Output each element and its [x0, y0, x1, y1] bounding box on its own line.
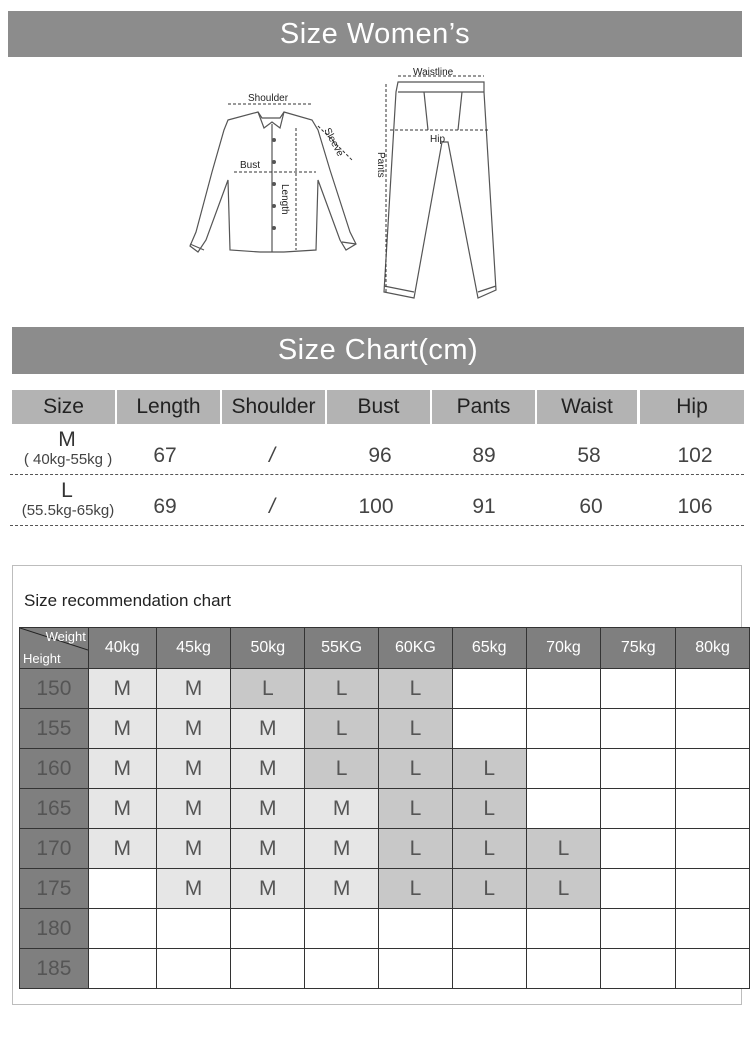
- sleeve-label: Sleeve: [321, 126, 346, 159]
- size-cell: [601, 829, 676, 869]
- header-waist: Waist: [537, 390, 637, 424]
- size-cell: L: [305, 669, 379, 709]
- grid-row: [20, 669, 750, 709]
- size-cell: M: [88, 789, 156, 829]
- size-cell: L: [379, 749, 453, 789]
- size-cell: [676, 829, 750, 869]
- weight-header: 55KG: [305, 628, 379, 669]
- size-m: M: [58, 428, 76, 451]
- size-cell: M: [231, 829, 305, 869]
- size-cell: M: [88, 669, 156, 709]
- size-cell: [676, 909, 750, 949]
- l-length: 69: [153, 495, 177, 518]
- m-shoulder: /: [269, 444, 275, 467]
- size-cell: M: [156, 669, 231, 709]
- grid-row: [20, 749, 750, 789]
- size-cell: [88, 949, 156, 989]
- height-header: 175: [20, 869, 89, 909]
- size-cell: [526, 749, 601, 789]
- size-cell: [601, 869, 676, 909]
- size-l: L: [61, 479, 73, 502]
- grid-row: [20, 789, 750, 829]
- size-chart-banner: Size Chart(cm): [12, 327, 744, 374]
- size-cell: L: [379, 669, 453, 709]
- size-cell: [676, 669, 750, 709]
- size-cell: [601, 749, 676, 789]
- size-cell: M: [156, 709, 231, 749]
- size-cell: [231, 949, 305, 989]
- grid-corner: [20, 628, 89, 669]
- size-cell: L: [526, 869, 601, 909]
- size-cell: M: [305, 829, 379, 869]
- size-cell: [526, 909, 601, 949]
- size-cell: L: [452, 789, 526, 829]
- grid-row: [20, 709, 750, 749]
- size-cell: L: [379, 709, 453, 749]
- weight-axis-label: Weight: [45, 629, 86, 644]
- size-cell: [676, 949, 750, 989]
- weight-header: 60KG: [379, 628, 453, 669]
- recommendation-grid: [19, 627, 750, 989]
- size-cell: [156, 949, 231, 989]
- size-cell: [526, 669, 601, 709]
- size-cell: L: [379, 789, 453, 829]
- size-cell: [305, 949, 379, 989]
- height-header: 180: [20, 909, 89, 949]
- size-cell: L: [231, 669, 305, 709]
- size-cell: L: [526, 829, 601, 869]
- hip-label: Hip: [430, 134, 446, 145]
- size-cell: [379, 949, 453, 989]
- size-cell: M: [305, 789, 379, 829]
- size-cell: M: [156, 829, 231, 869]
- header-length: Length: [117, 390, 220, 424]
- grid-row: [20, 869, 750, 909]
- l-hip: 106: [677, 495, 713, 518]
- size-cell: [156, 909, 231, 949]
- size-cell: [231, 909, 305, 949]
- size-cell: [452, 669, 526, 709]
- size-cell: [305, 909, 379, 949]
- size-cell: [452, 909, 526, 949]
- size-cell: M: [231, 749, 305, 789]
- height-header: 165: [20, 789, 89, 829]
- m-pants: 89: [472, 444, 496, 467]
- weight-header: 70kg: [526, 628, 601, 669]
- grid-row: [20, 829, 750, 869]
- height-header: 160: [20, 749, 89, 789]
- weight-header: 50kg: [231, 628, 305, 669]
- size-cell: L: [452, 829, 526, 869]
- waistline-label: Waistline: [413, 67, 454, 78]
- header-hip: Hip: [640, 390, 744, 424]
- size-cell: [526, 949, 601, 989]
- size-cell: M: [88, 749, 156, 789]
- size-womens-banner: Size Women’s: [8, 11, 742, 57]
- size-cell: [601, 669, 676, 709]
- size-cell: [601, 789, 676, 829]
- l-waist: 60: [579, 495, 603, 518]
- header-pants: Pants: [432, 390, 535, 424]
- row-divider: [10, 474, 744, 475]
- weight-header: 80kg: [676, 628, 750, 669]
- size-cell: L: [452, 749, 526, 789]
- l-pants: 91: [472, 495, 496, 518]
- m-hip: 102: [677, 444, 713, 467]
- size-cell: L: [305, 709, 379, 749]
- size-cell: M: [305, 869, 379, 909]
- row-divider: [10, 525, 744, 526]
- header-size: Size: [12, 390, 115, 424]
- m-bust: 96: [368, 444, 392, 467]
- bust-label: Bust: [240, 160, 261, 171]
- size-cell: L: [379, 869, 453, 909]
- size-cell: [676, 709, 750, 749]
- shoulder-label: Shoulder: [248, 93, 289, 104]
- weight-header: 75kg: [601, 628, 676, 669]
- size-cell: M: [156, 749, 231, 789]
- l-bust: 100: [358, 495, 394, 518]
- weight-header: 45kg: [156, 628, 231, 669]
- size-m-range: ( 40kg-55kg ): [23, 451, 113, 468]
- size-cell: [526, 709, 601, 749]
- height-header: 155: [20, 709, 89, 749]
- m-waist: 58: [577, 444, 601, 467]
- weight-header: 65kg: [452, 628, 526, 669]
- size-cell: L: [452, 869, 526, 909]
- recommendation-title: Size recommendation chart: [24, 591, 231, 610]
- header-bust: Bust: [327, 390, 430, 424]
- size-cell: [601, 909, 676, 949]
- size-cell: [452, 709, 526, 749]
- size-cell: [526, 789, 601, 829]
- size-cell: [601, 949, 676, 989]
- height-header: 170: [20, 829, 89, 869]
- size-cell: M: [231, 869, 305, 909]
- size-cell: M: [231, 709, 305, 749]
- m-length: 67: [153, 444, 177, 467]
- weight-header: 40kg: [88, 628, 156, 669]
- height-header: 185: [20, 949, 89, 989]
- size-cell: L: [305, 749, 379, 789]
- height-axis-label: Height: [23, 651, 61, 666]
- header-shoulder: Shoulder: [222, 390, 325, 424]
- size-cell: L: [379, 829, 453, 869]
- size-cell: M: [88, 709, 156, 749]
- pants-label: Pants: [375, 152, 386, 178]
- l-shoulder: /: [269, 495, 275, 518]
- height-header: 150: [20, 669, 89, 709]
- size-cell: [88, 909, 156, 949]
- size-cell: [676, 869, 750, 909]
- size-cell: [452, 949, 526, 989]
- grid-row: [20, 909, 750, 949]
- size-cell: [676, 749, 750, 789]
- size-cell: M: [156, 869, 231, 909]
- size-cell: M: [156, 789, 231, 829]
- size-cell: [676, 789, 750, 829]
- size-l-range: (55.5kg-65kg): [21, 502, 115, 519]
- garment-measurement-illustration: [180, 60, 520, 310]
- size-cell: [88, 869, 156, 909]
- size-cell: [379, 909, 453, 949]
- size-cell: M: [231, 789, 305, 829]
- size-cell: [601, 709, 676, 749]
- grid-row: [20, 949, 750, 989]
- length-label: Length: [279, 184, 290, 215]
- size-cell: M: [88, 829, 156, 869]
